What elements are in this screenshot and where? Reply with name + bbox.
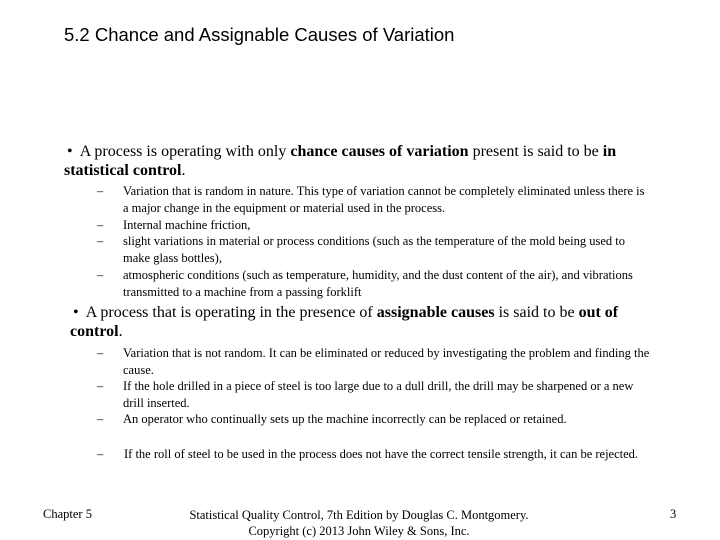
dash-marker: – <box>97 184 104 198</box>
bullet-bold-term: assignable causes <box>376 304 495 321</box>
footer-page-number: 3 <box>670 507 677 521</box>
bullet-bold-term: in statistical control <box>64 143 617 179</box>
bullet-text: . <box>181 162 186 179</box>
subpoint-text: Variation that is not random. It can be eliminated or reduced by investigating the problem and finding the cause. <box>123 346 650 377</box>
dash-marker: – <box>97 218 104 232</box>
subpoint <box>97 267 657 301</box>
bullet-out-of-control <box>70 303 670 341</box>
subpoint-text: If the hole drilled in a piece of steel is too large due to a dull drill, the drill may be sharpened or a new drill inserted. <box>123 379 634 410</box>
dash-marker: – <box>97 346 104 360</box>
subpoint-text: atmospheric conditions (such as temperature, humidity, and the dust content of the air), and vibrations transmitted to a machine from a passing forklift <box>123 268 633 299</box>
bullet-marker: • <box>67 143 73 160</box>
subpoint <box>97 217 657 234</box>
subpoint <box>97 183 657 217</box>
dash-marker: – <box>97 268 104 282</box>
dash-marker: – <box>97 379 104 393</box>
subpoint <box>97 446 657 480</box>
footer-source-line1: Statistical Quality Control, 7th Edition by Douglas C. Montgomery. <box>189 508 529 522</box>
subpoint-text: slight variations in material or process conditions (such as the temperature of the mold being used to make glass bottles), <box>123 234 625 265</box>
dash-marker: – <box>97 234 104 248</box>
bullet-in-control <box>64 142 664 180</box>
dash-marker: – <box>97 447 104 461</box>
bullet-text: . <box>118 323 123 340</box>
subpoint-text: An operator who continually sets up the machine incorrectly can be replaced or retained. <box>123 412 567 426</box>
bullet-bold-term: out of control <box>70 304 619 340</box>
bullet-text: is said to be <box>494 304 579 321</box>
slide-title: 5.2 Chance and Assignable Causes of Variation <box>64 24 455 45</box>
bullet-text: present is said to be <box>468 143 603 160</box>
bullet-text: A process is operating with only <box>79 143 291 160</box>
footer-source-line2: Copyright (c) 2013 John Wiley & Sons, Inc. <box>248 524 470 538</box>
dash-marker: – <box>97 412 104 426</box>
subpoint <box>97 345 657 379</box>
subpoint <box>97 411 657 428</box>
subpoint <box>97 378 657 412</box>
footer-source <box>170 507 548 539</box>
subpoint <box>97 233 657 267</box>
subpoint-text: If the roll of steel to be used in the process does not have the correct tensile strength, it can be rejected. <box>124 447 639 461</box>
subpoint-text: Variation that is random in nature. This type of variation cannot be completely eliminated unless there is a major change in the equipment or material used in the process. <box>123 184 645 215</box>
bullet-text: A process that is operating in the presence of <box>85 304 377 321</box>
bullet-marker: • <box>73 304 79 321</box>
subpoint-text: Internal machine friction, <box>123 218 251 232</box>
footer-chapter: Chapter 5 <box>43 507 92 521</box>
bullet-bold-term: chance causes of variation <box>290 143 469 160</box>
